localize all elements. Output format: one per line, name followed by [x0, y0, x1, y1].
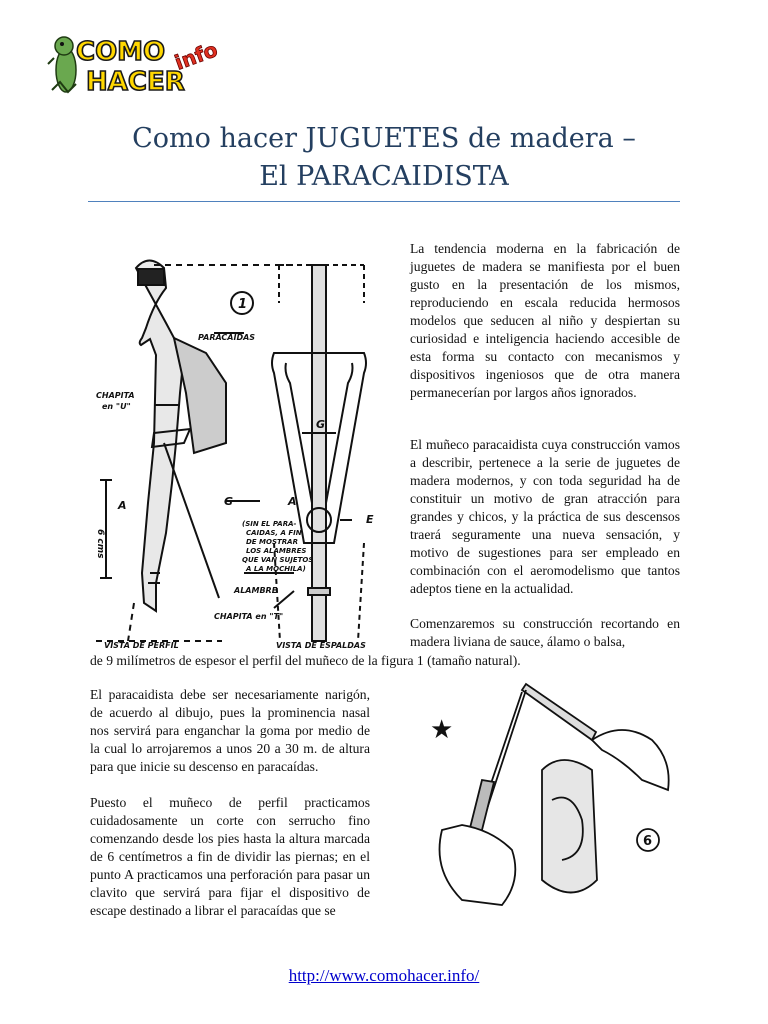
fig1-label-vista-perfil: VISTA DE PERFIL [104, 641, 179, 650]
paragraph-nose: El paracaidista debe ser necesariamente narigón, de acuerdo al dibujo, pues la prominencia nasal nos servirá para enganchar la goma por medio de la cual lo arrojaremos a unos 20 a 30 m. de altura para que inicie su descenso en paracaídas. [90, 687, 370, 774]
title-divider [88, 201, 680, 202]
paragraph-construction: Comenzaremos su construcción recortando en madera liviana de sauce, álamo o balsa, [410, 616, 680, 649]
figure-1-illustration [94, 243, 394, 653]
fig1-label-e: E [366, 513, 374, 526]
fig1-note-line: LOS ALAMBRES [246, 547, 307, 555]
paragraph-intro: La tendencia moderna en la fabricación de juguetes de madera se manifiesta por el buen gusto en la presentación de los mismos, reproduciendo en escala reducida hermosos modelos que seducen al niño y despiertan su curiosidad e inteligencia haciendo accesible de esta forma su contacto con mecanismos y dispositivos ingeniosos que de otra manera permanecerían por largos años ignorados. [410, 241, 680, 400]
fig1-label-vista-espaldas: VISTA DE ESPALDAS [276, 641, 366, 650]
fig1-note-line: QUE VAN SUJETOS [242, 556, 314, 564]
fig1-label-alambre: ALAMBRE [234, 586, 278, 595]
fig1-label-chapita-u: CHAPITA [96, 391, 135, 400]
fig1-note-line: CAIDAS, A FIN [246, 529, 302, 537]
fig1-label-g-right: G [316, 418, 326, 431]
fig1-label-a-left: A [118, 499, 127, 512]
title-line-1: Como hacer JUGUETES de madera – [132, 123, 636, 154]
paragraph-construction-continued: de 9 milímetros de espesor el perfil del muñeco de la figura 1 (tamaño natural). [90, 653, 521, 668]
star-icon: ★ [430, 715, 454, 745]
fig1-note-line: (SIN EL PARA- [242, 520, 297, 528]
logo-word-como: COMO [76, 37, 166, 67]
paragraph-description: El muñeco paracaidista cuya construcción vamos a describir, pertenece a la serie de juguetes de madera modernos, y con toda seguridad ha de constituir un motivo de gran atracción para grandes y chicos, y la práctica de sus descensos traerá seguramente una nueva sensación, y motivo de sugestiones para ser empleado en combinación con el aeromodelismo que tantos adeptos tiene en la actualidad. [410, 437, 680, 596]
figure-6-illustration [422, 680, 688, 920]
fig1-number: 1 [238, 297, 248, 312]
logo-word-hacer: HACER [86, 67, 185, 97]
fig1-label-paracaidas: PARACAIDAS [198, 333, 256, 342]
fig1-label-chapita-t: CHAPITA en "T" [214, 612, 284, 621]
page-title [80, 120, 688, 196]
fig1-note-line: DE MOSTRAR [246, 538, 298, 546]
fig1-label-en-u: en "U" [102, 402, 131, 411]
footer-link[interactable]: http://www.comohacer.info/ [288, 966, 480, 985]
title-line-2: El PARACAIDISTA [259, 161, 509, 192]
fig1-label-g-left: G [224, 495, 234, 508]
fig1-label-a-right: A [288, 495, 297, 508]
fig1-note-line: A LA MOCHILA) [246, 565, 306, 573]
logo-word-info: info [171, 37, 221, 75]
site-logo[interactable] [46, 30, 236, 100]
fig1-label-6cms: 6 cms [95, 529, 105, 559]
paragraph-cut: Puesto el muñeco de perfil practicamos cuidadosamente un corte con serrucho fino comenzando desde los pies hasta la altura marcada de 6 centímetros a fin de dividir las piernas; en el punto A practicamos una perforación para pasar un clavito que servirá para fijar el dispositivo de escape destinado a librar el paracaídas que se [90, 795, 370, 918]
fig6-number: 6 [643, 834, 653, 849]
mascot-icon [48, 37, 76, 92]
footer [0, 966, 768, 986]
